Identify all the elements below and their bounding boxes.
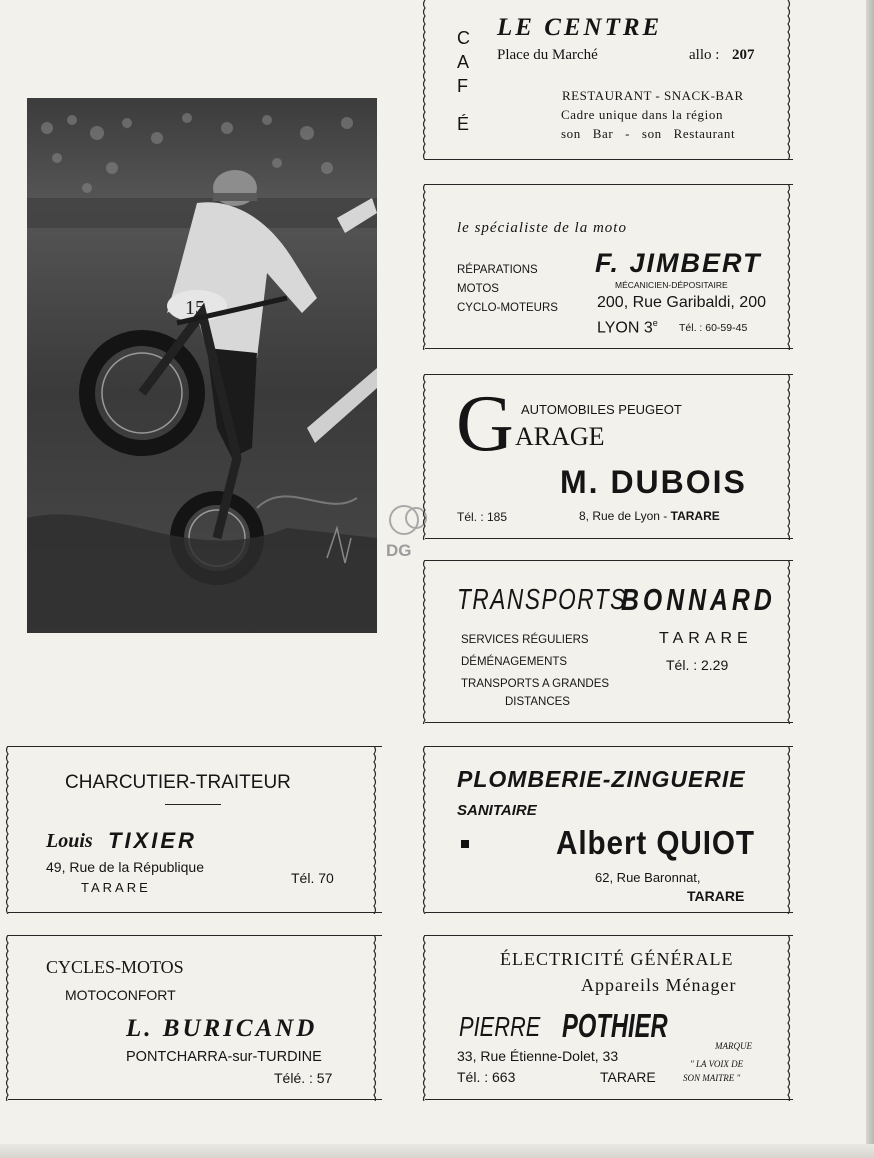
wavy-border xyxy=(421,374,429,540)
bonnard-name-left: TRANSPORTS xyxy=(457,584,627,616)
cafe-phone-label: allo : xyxy=(689,47,720,63)
quiot-name: Albert QUIOT xyxy=(556,824,755,861)
wavy-border xyxy=(784,0,792,160)
cafe-vertical-f: F xyxy=(457,76,468,96)
cafe-vertical-c: C xyxy=(457,28,470,48)
jimbert-role: MÉCANICIEN-DÉPOSITAIRE xyxy=(615,280,728,290)
pothier-city: TARARE xyxy=(600,1069,656,1085)
jimbert-tagline: le spécialiste de la moto xyxy=(457,220,627,236)
quiot-trade: PLOMBERIE-ZINGUERIE xyxy=(457,766,746,792)
bonnard-service-3: TRANSPORTS A GRANDES xyxy=(461,678,610,690)
motocross-rider-image xyxy=(27,98,377,633)
wavy-border xyxy=(784,560,792,724)
cafe-line-1: RESTAURANT - SNACK-BAR xyxy=(562,88,744,103)
wavy-border xyxy=(370,935,378,1101)
garage-owner: M. DUBOIS xyxy=(560,464,747,500)
wavy-border xyxy=(784,935,792,1101)
cafe-line-3: son Bar - son Restaurant xyxy=(561,126,736,141)
quiot-address: 62, Rue Baronnat, xyxy=(595,870,701,885)
quiot-bullet xyxy=(461,840,469,848)
cafe-address: Place du Marché xyxy=(497,47,598,63)
wavy-border xyxy=(784,184,792,350)
cafe-vertical-a: A xyxy=(457,52,470,72)
garage-address xyxy=(579,509,720,523)
wavy-border xyxy=(421,184,429,350)
cafe-line-2: Cadre unique dans la région xyxy=(561,107,724,122)
pothier-tel: Tél. : 663 xyxy=(457,1069,516,1085)
jimbert-address: 200, Rue Garibaldi, 200 xyxy=(597,294,766,311)
jimbert-service-3: CYCLO-MOTEURS xyxy=(457,302,558,314)
svg-text:15: 15 xyxy=(185,297,205,319)
tixier-last-name: TIXIER xyxy=(108,828,197,853)
wavy-border xyxy=(4,935,12,1101)
jimbert-name: F. JIMBERT xyxy=(595,248,762,278)
pothier-last-name: POTHIER xyxy=(562,1007,668,1044)
jimbert-tel: Tél. : 60-59-45 xyxy=(679,322,748,334)
ad-jimbert xyxy=(425,184,793,350)
ad-quiot xyxy=(425,746,793,914)
page-bottom-edge xyxy=(0,1144,874,1158)
ad-cafe-le-centre xyxy=(425,0,793,160)
wavy-border xyxy=(421,560,429,724)
pothier-marque-line-2: SON MAITRE " xyxy=(683,1073,741,1083)
bonnard-tel: Tél. : 2.29 xyxy=(666,657,729,673)
jimbert-city-sup: e xyxy=(652,318,658,328)
tixier-address: 49, Rue de la République xyxy=(46,859,205,875)
pothier-marque-line-1: " LA VOIX DE xyxy=(690,1059,744,1069)
jimbert-city xyxy=(597,318,658,337)
pothier-trade: ÉLECTRICITÉ GÉNÉRALE xyxy=(500,949,734,969)
garage-brand: AUTOMOBILES PEUGEOT xyxy=(521,402,682,417)
cafe-phone: 207 xyxy=(732,47,755,63)
motocross-photo xyxy=(27,98,377,633)
garage-word: ARAGE xyxy=(515,422,605,451)
jimbert-service-2: MOTOS xyxy=(457,283,499,295)
wavy-border xyxy=(421,746,429,914)
jimbert-service-1: RÉPARATIONS xyxy=(457,264,538,276)
quiot-city: TARARE xyxy=(687,888,745,904)
wavy-border xyxy=(421,935,429,1101)
garage-address-street: 8, Rue de Lyon - xyxy=(579,509,668,523)
garage-tel: Tél. : 185 xyxy=(457,510,508,524)
pothier-address: 33, Rue Étienne-Dolet, 33 xyxy=(457,1048,619,1064)
jimbert-city-name: LYON 3 xyxy=(597,319,653,337)
stamp-letters: DG xyxy=(386,541,412,560)
ad-pothier xyxy=(425,935,793,1101)
ad-garage-dubois xyxy=(425,374,793,540)
cafe-vertical-e: É xyxy=(457,114,470,134)
wavy-border xyxy=(4,746,12,914)
page-edge-shadow xyxy=(866,0,874,1158)
bonnard-service-2: DÉMÉNAGEMENTS xyxy=(461,656,568,668)
bonnard-service-1: SERVICES RÉGULIERS xyxy=(461,634,589,646)
tixier-divider xyxy=(165,804,221,805)
ad-buricand xyxy=(8,935,382,1101)
pothier-trade-2: Appareils Ménager xyxy=(581,975,737,995)
buricand-name: L. BURICAND xyxy=(126,1015,318,1042)
pothier-first-name: PIERRE xyxy=(459,1011,541,1042)
quiot-trade-2: SANITAIRE xyxy=(457,802,537,819)
tixier-city: TARARE xyxy=(81,880,151,895)
tixier-trade: CHARCUTIER-TRAITEUR xyxy=(65,772,291,793)
bonnard-city: TARARE xyxy=(659,630,753,647)
ad-transports-bonnard xyxy=(425,560,793,724)
wavy-border xyxy=(421,0,429,160)
bonnard-service-4: DISTANCES xyxy=(505,696,570,708)
garage-big-letter: G xyxy=(456,380,514,468)
wavy-border xyxy=(784,746,792,914)
buricand-city: PONTCHARRA-sur-TURDINE xyxy=(126,1049,322,1065)
pothier-marque-label: MARQUE xyxy=(715,1041,752,1051)
ad-tixier xyxy=(8,746,382,914)
bonnard-name-right: BONNARD xyxy=(621,582,776,617)
buricand-tel: Télé. : 57 xyxy=(274,1070,333,1086)
buricand-trade: CYCLES-MOTOS xyxy=(46,957,184,977)
garage-address-city: TARARE xyxy=(670,509,720,523)
tixier-first-name: Louis xyxy=(46,830,93,852)
tixier-tel: Tél. 70 xyxy=(291,870,334,886)
wavy-border xyxy=(370,746,378,914)
buricand-brand: MOTOCONFORT xyxy=(65,987,176,1003)
cafe-name: LE CENTRE xyxy=(497,14,663,41)
wavy-border xyxy=(784,374,792,540)
